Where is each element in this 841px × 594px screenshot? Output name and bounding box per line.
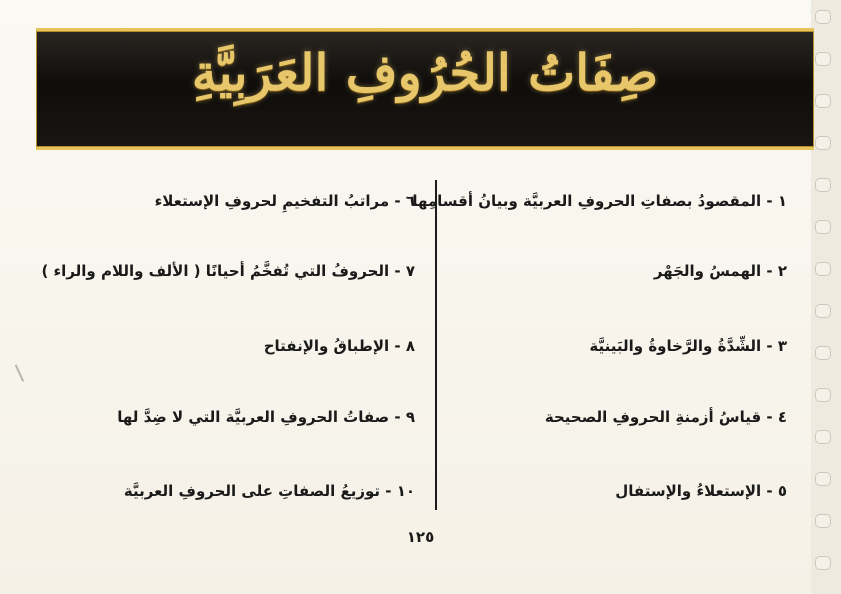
toc-item-6: ٦ - مراتبُ التفخيمِ لحروفِ الإستعلاء	[154, 192, 415, 210]
binder-hole	[815, 220, 831, 234]
toc-item-7: ٧ - الحروفُ التي تُفخَّمُ أحيانًا ( الألف واللام والراء )	[41, 262, 415, 280]
toc-item-3: ٣ - الشِّدَّةُ والرَّخاوةُ والبَينيَّة	[589, 337, 787, 355]
binder-hole	[815, 10, 831, 24]
toc-item-5: ٥ - الإستعلاءُ والإستفال	[615, 482, 787, 500]
binder-hole	[815, 514, 831, 528]
binder-hole	[815, 346, 831, 360]
binder-hole	[815, 430, 831, 444]
toc-item-2: ٢ - الهمسُ والجَهْر	[653, 262, 787, 280]
binder-hole	[815, 94, 831, 108]
toc-item-8: ٨ - الإطباقُ والإنفتاح	[263, 337, 415, 355]
binder-hole	[815, 262, 831, 276]
page-title: صِفَاتُ الحُرُوفِ العَرَبِيَّةِ	[191, 43, 659, 102]
binder-hole	[815, 178, 831, 192]
page-number: ١٢٥	[406, 528, 435, 546]
toc-item-1: ١ - المقصودُ بصفاتِ الحروفِ العربيَّة وبيانُ أقسامِها	[412, 192, 787, 210]
toc-item-4: ٤ - قياسُ أزمنةِ الحروفِ الصحيحة	[544, 408, 787, 426]
binder-hole	[815, 52, 831, 66]
toc-item-9: ٩ - صفاتُ الحروفِ العربيَّة التي لا ضِدَّ لها	[117, 408, 415, 426]
column-divider	[435, 180, 437, 510]
binder-hole	[815, 304, 831, 318]
toc-item-10: ١٠ - توزيعُ الصفاتِ على الحروفِ العربيَّة	[123, 482, 415, 500]
binder-hole	[815, 388, 831, 402]
binder-holes	[811, 0, 841, 594]
binder-hole	[815, 136, 831, 150]
binder-hole	[815, 556, 831, 570]
scan-mark	[15, 360, 33, 381]
binder-hole	[815, 472, 831, 486]
title-banner	[36, 28, 814, 150]
